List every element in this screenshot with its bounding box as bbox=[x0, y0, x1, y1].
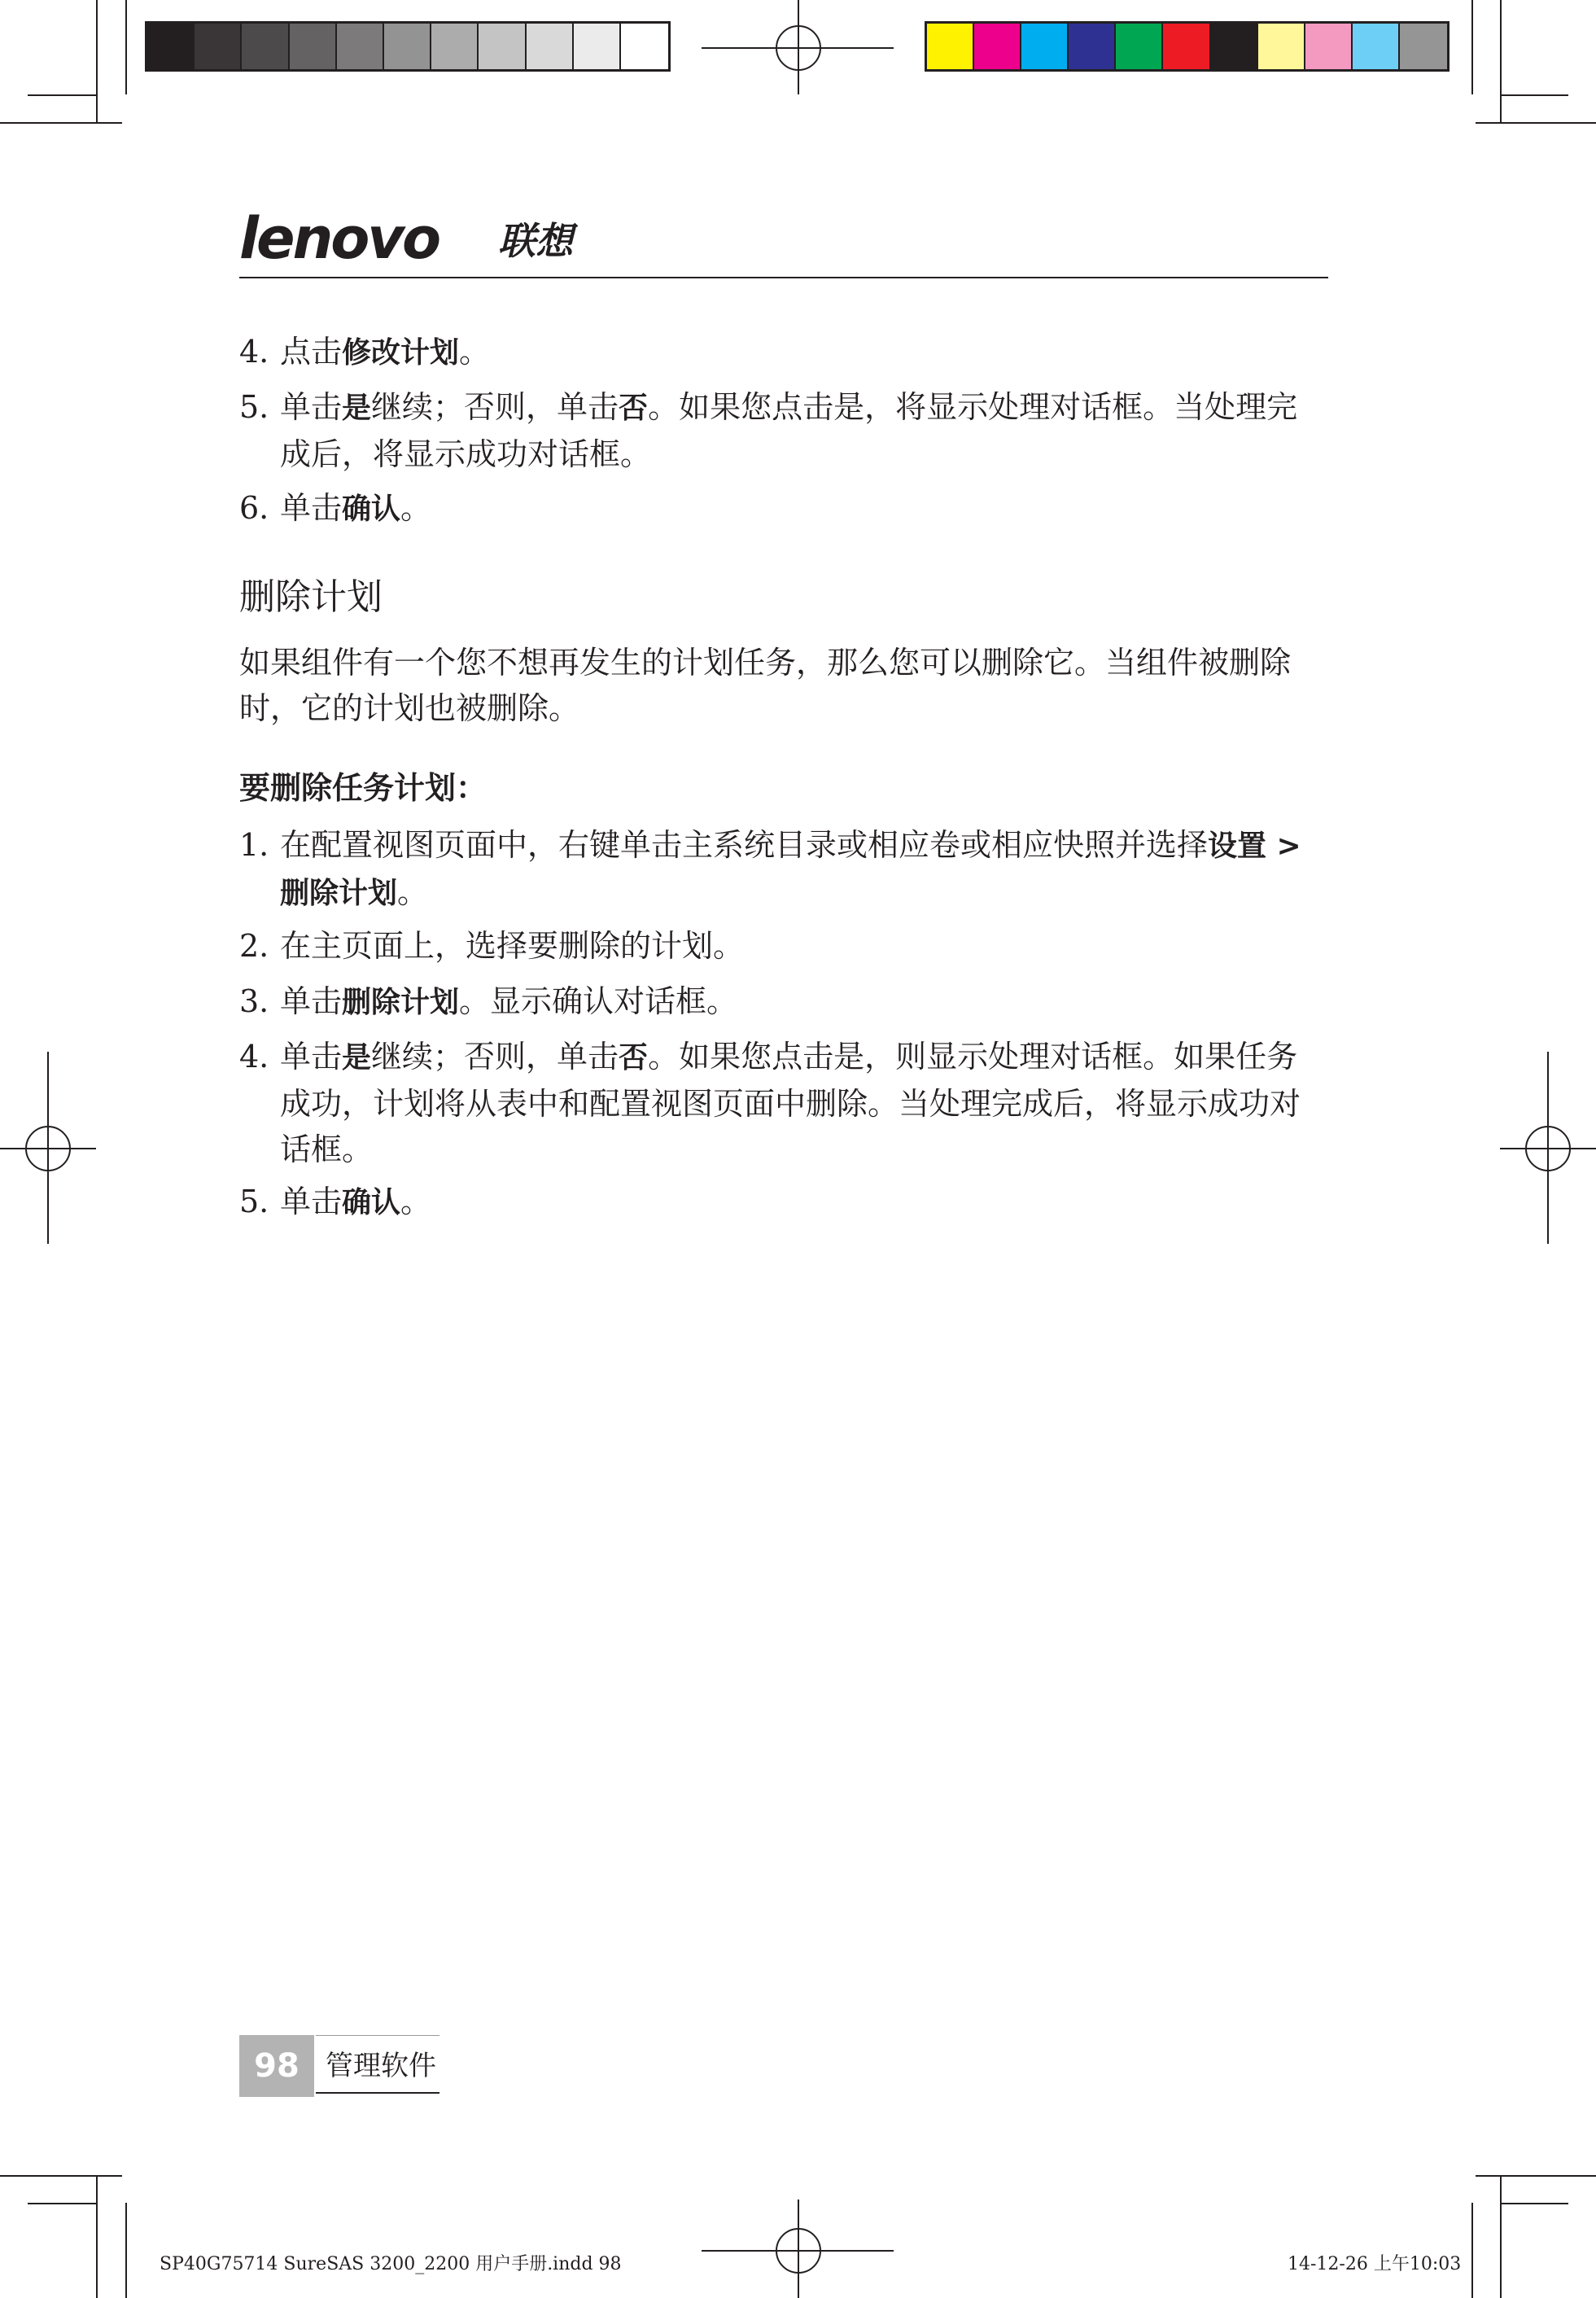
crop-mark bbox=[125, 2203, 127, 2298]
color-swatch bbox=[290, 24, 337, 69]
list-item bbox=[239, 923, 1328, 969]
ui-term: 确认 bbox=[342, 492, 401, 526]
step-text: 。 bbox=[400, 490, 432, 526]
print-slug-timestamp: 14-12-26 上午10:03 bbox=[1288, 2254, 1462, 2274]
list-item bbox=[239, 1034, 1328, 1172]
color-swatch bbox=[1069, 24, 1116, 69]
step-number: 6. bbox=[239, 490, 269, 526]
color-swatch bbox=[527, 24, 574, 69]
list-item bbox=[239, 978, 1328, 1026]
ui-term: 确认 bbox=[342, 1186, 401, 1219]
step-text: 。如果您点击是，将显示处理对话框。当处理完成后，将显示成功对话框。 bbox=[280, 389, 1298, 472]
procedure-title: 要删除任务计划： bbox=[239, 770, 488, 806]
list-item bbox=[239, 329, 1328, 376]
crop-mark bbox=[125, 0, 127, 94]
crop-mark bbox=[1500, 94, 1568, 96]
section-intro: 如果组件有一个您不想再发生的计划任务，那么您可以删除它。当组件被删除时，它的计划也被删除。 bbox=[239, 645, 1292, 726]
step-text: 点击 bbox=[280, 334, 343, 370]
crop-mark bbox=[0, 2175, 122, 2177]
print-slug-file: SP40G75714 SureSAS 3200_2200 用户手册.indd 98 bbox=[160, 2254, 622, 2274]
color-swatch bbox=[1305, 24, 1353, 69]
step-text: 。 bbox=[459, 334, 491, 370]
color-swatch bbox=[1211, 24, 1258, 69]
page-number: 98 bbox=[239, 2035, 314, 2097]
registration-mark bbox=[1525, 1126, 1571, 1171]
color-swatch bbox=[337, 24, 384, 69]
step-number: 1. bbox=[239, 827, 269, 863]
color-swatch bbox=[974, 24, 1021, 69]
grayscale-calibration-bar bbox=[145, 21, 671, 72]
step-number: 3. bbox=[239, 983, 269, 1019]
crop-mark bbox=[1476, 122, 1596, 124]
color-swatch bbox=[1163, 24, 1210, 69]
crop-mark bbox=[0, 122, 122, 124]
step-text: 单击 bbox=[280, 1184, 343, 1219]
list-item bbox=[239, 1179, 1328, 1226]
color-swatch bbox=[1400, 24, 1447, 69]
lenovo-logo: lenovo bbox=[239, 205, 439, 272]
lenovo-logo-chinese: 联想 bbox=[498, 219, 573, 263]
ui-term: 否 bbox=[619, 392, 649, 425]
crop-mark bbox=[1476, 2175, 1596, 2177]
step-text: 继续；否则，单击 bbox=[371, 389, 619, 425]
color-swatch bbox=[1116, 24, 1163, 69]
step-number: 4. bbox=[239, 334, 269, 370]
color-swatch bbox=[1021, 24, 1069, 69]
color-swatch bbox=[1353, 24, 1400, 69]
list-item bbox=[239, 384, 1328, 477]
step-number: 5. bbox=[239, 389, 269, 425]
ui-term: 否 bbox=[619, 1041, 649, 1075]
crop-mark bbox=[1471, 2203, 1473, 2298]
crop-mark bbox=[1500, 2175, 1502, 2298]
crop-mark bbox=[1471, 0, 1473, 94]
step-number: 2. bbox=[239, 928, 269, 964]
step-text: 单击 bbox=[280, 1039, 343, 1075]
running-footer-section: 管理软件 bbox=[316, 2035, 439, 2094]
list-item bbox=[239, 822, 1328, 917]
color-swatch bbox=[431, 24, 479, 69]
color-swatch bbox=[384, 24, 431, 69]
registration-mark bbox=[776, 2228, 821, 2274]
step-number: 5. bbox=[239, 1184, 269, 1219]
step-text: 。 bbox=[397, 874, 429, 910]
color-swatch bbox=[1258, 24, 1305, 69]
crop-mark bbox=[1500, 0, 1502, 122]
registration-mark bbox=[776, 25, 821, 71]
crop-mark bbox=[28, 94, 96, 96]
color-swatch bbox=[927, 24, 974, 69]
color-swatch bbox=[242, 24, 289, 69]
ui-term: 删除计划 bbox=[342, 986, 460, 1019]
ui-term: 是 bbox=[342, 1041, 372, 1075]
ui-term: 是 bbox=[342, 392, 372, 425]
color-swatch bbox=[479, 24, 526, 69]
step-text: 。如果您点击是，则显示处理对话框。如果任务成功，计划将从表中和配置视图页面中删除。当处理完成后，将显示成功对话框。 bbox=[280, 1039, 1301, 1167]
color-swatch bbox=[147, 24, 195, 69]
ui-term: 修改计划 bbox=[342, 336, 460, 370]
step-text: 。显示确认对话框。 bbox=[459, 983, 738, 1019]
crop-mark bbox=[96, 0, 98, 122]
step-text: 单击 bbox=[280, 389, 343, 425]
color-swatch bbox=[195, 24, 242, 69]
step-text: 在主页面上，选择要删除的计划。 bbox=[280, 928, 745, 964]
crop-mark bbox=[1500, 2203, 1568, 2204]
step-text: 在配置视图页面中，右键单击主系统目录或相应卷或相应快照并选择 bbox=[280, 827, 1209, 863]
step-text: 继续；否则，单击 bbox=[371, 1039, 619, 1075]
registration-mark bbox=[25, 1126, 71, 1171]
step-number: 4. bbox=[239, 1039, 269, 1075]
step-text: 单击 bbox=[280, 490, 343, 526]
section-title: 删除计划 bbox=[239, 576, 383, 618]
crop-mark bbox=[28, 2203, 96, 2204]
crop-mark bbox=[96, 2175, 98, 2298]
step-text: 。 bbox=[400, 1184, 432, 1219]
list-item bbox=[239, 485, 1328, 532]
step-text: 单击 bbox=[280, 983, 343, 1019]
header-rule bbox=[239, 277, 1328, 278]
ui-term: 设置 > 删除计划 bbox=[280, 829, 1301, 910]
color-swatch bbox=[574, 24, 621, 69]
color-calibration-bar bbox=[925, 21, 1450, 72]
color-swatch bbox=[621, 24, 668, 69]
